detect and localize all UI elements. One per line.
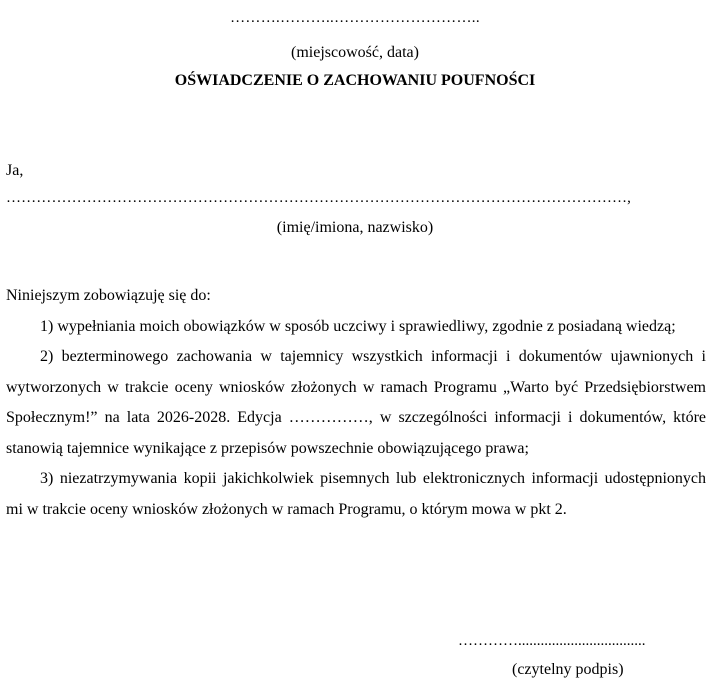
declaration-item-1: 1) wypełniania moich obowiązków w sposób uczciwy i sprawiedliwy, zgodnie z posiadaną wiedzą;: [40, 317, 676, 335]
declaration-lead: Niniejszym zobowiązuję się do:: [6, 287, 211, 304]
document-title: OŚWIADCZENIE O ZACHOWANIU POUFNOŚCI: [174, 72, 536, 89]
declarant-intro: Ja,: [6, 162, 24, 179]
place-date-line: ……….………..………………………..: [230, 10, 480, 26]
name-caption: (imię/imiona, nazwisko): [276, 219, 434, 236]
declaration-item-2: 2) bezterminowego zachowania w tajemnicy wszystkich informacji i dokumentów ujawnionych i wytworzonych w trakcie oceny wniosków złożonych w ramach Programu „Warto być Przedsiębiorstwem Społecznym!” na lata 2026-2028. Edycja ……………, w szczególności informacji i dokumentów, które stanowią tajemnice wynikające z przepisów powszechnie obowiązującego prawa;: [6, 348, 706, 457]
declaration-item-3: 3) niezatrzymywania kopii jakichkolwiek pisemnych lub elektronicznych informacji udostępnionych mi w trakcie oceny wniosków złożonych w ramach Programu, o którym mowa w pkt 2.: [6, 470, 706, 518]
place-date-caption: (miejscowość, data): [291, 44, 419, 61]
name-line: ……………………………………………………………………………………………………………,: [6, 190, 632, 206]
signature-line: …………..................................: [458, 633, 646, 649]
declaration-body: [6, 281, 706, 525]
signature-caption: (czytelny podpis): [512, 661, 624, 678]
